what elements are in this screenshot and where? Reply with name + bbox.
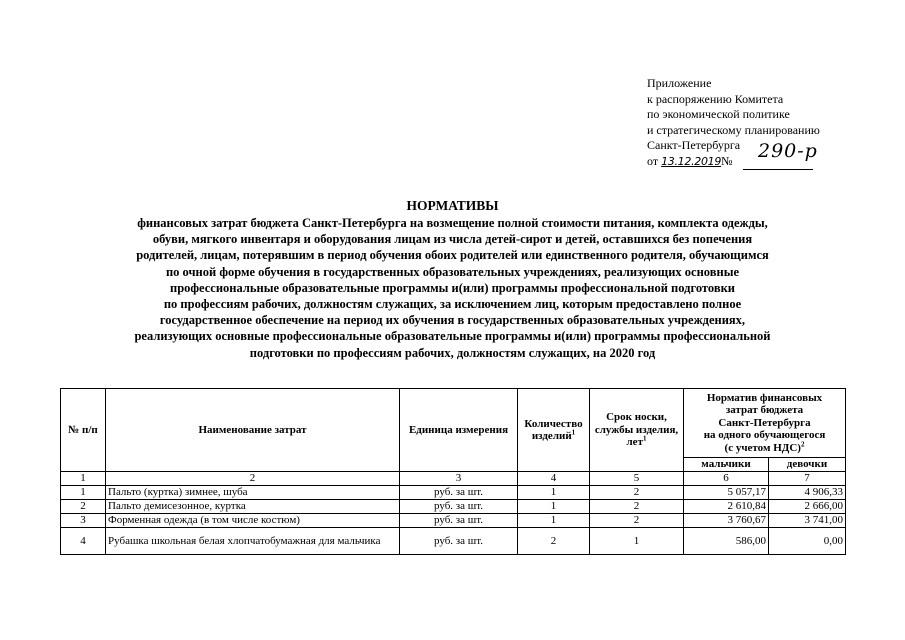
subtitle-line: родителей, лицам, потерявшим в период обучения обоих родителей или единственного родителя, обучающимся [136,248,769,263]
header-unit: Единица измерения [400,389,518,472]
appendix-line: к распоряжению Комитета [647,91,784,106]
subtitle-line: подготовки по профессиям рабочих, должностям служащих, на 2020 год [249,345,656,360]
cell-name: Форменная одежда (в том числе костюм) [106,514,400,528]
cell-qty: 1 [518,514,590,528]
table-row [61,486,846,500]
header-norm-vat: (с учетом НДС) [724,441,801,454]
appendix-line: и стратегическому планированию [647,122,820,137]
number-underline [743,169,813,170]
column-index: 7 [769,472,846,486]
appendix-block [647,76,820,169]
cell-name: Рубашка школьная белая хлопчатобумажная для мальчика [106,528,400,555]
subtitle-line: обуви, мягкого инвентаря и оборудования лицам из числа детей-сирот и детей, оставшихся без попечения [152,232,753,247]
cell-unit: руб. за шт. [400,486,518,500]
column-index: 4 [518,472,590,486]
cell-num: 2 [61,500,106,514]
table-row [61,514,846,528]
header-wear-label: Срок носки, службы изделия, лет [594,411,679,449]
handwritten-number: 290-р [758,139,818,162]
header-norm-line: затрат бюджета [725,404,804,417]
cell-boys: 5 057,17 [684,486,769,500]
cell-unit: руб. за шт. [400,500,518,514]
footnote-mark: 1 [571,428,576,437]
subtitle-line: по профессиям рабочих, должностям служащих, за исключением лиц, которым предоставлено полное [163,297,742,312]
subtitle-line: государственное обеспечение на период их обучения в государственных образовательных учреждениях, [159,313,746,328]
appendix-line: Санкт-Петербурга [647,138,741,152]
cell-girls: 4 906,33 [769,486,846,500]
column-index: 3 [400,472,518,486]
document-subtitle [60,215,845,361]
cell-unit: руб. за шт. [400,514,518,528]
number-prefix: № [721,153,733,168]
cell-wear: 2 [590,500,684,514]
cell-boys: 2 610,84 [684,500,769,514]
subtitle-line: по очной форме обучения в государственных образовательных учреждениях, реализующих основные [165,264,740,279]
header-norm [684,389,846,458]
table-row [61,500,846,514]
cell-name: Пальто (куртка) зимнее, шуба [106,486,400,500]
column-index: 6 [684,472,769,486]
cell-wear: 1 [590,528,684,555]
footnote-mark: 2 [800,440,805,449]
cell-boys: 586,00 [684,528,769,555]
handwritten-date: 13.12.2019 [661,154,722,168]
norms-table [60,388,846,555]
document-title: НОРМАТИВЫ [406,198,499,213]
header-qty [518,389,590,472]
header-num: № п/п [61,389,106,472]
header-name: Наименование затрат [106,389,400,472]
date-prefix: от [647,153,659,168]
header-norm-line: Санкт-Петербурга [718,416,811,429]
cell-num: 1 [61,486,106,500]
subtitle-line: профессиональные образовательные программы и(или) программы профессиональной подготовки [170,280,735,295]
cell-wear: 2 [590,514,684,528]
cell-wear: 2 [590,486,684,500]
header-girls: девочки [769,458,846,472]
cell-qty: 1 [518,500,590,514]
cell-qty: 2 [518,528,590,555]
cell-girls: 0,00 [769,528,846,555]
header-boys: мальчики [684,458,769,472]
header-norm-line [686,442,843,455]
subtitle-line: финансовых затрат бюджета Санкт-Петербурга на возмещение полной стоимости питания, комплекта одежды, [137,216,768,230]
cell-boys: 3 760,67 [684,514,769,528]
appendix-line: Приложение [647,76,712,90]
column-index: 1 [61,472,106,486]
cell-num: 3 [61,514,106,528]
header-norm-line: Норматив финансовых [706,391,823,404]
column-index-row [61,472,846,486]
cell-girls: 3 741,00 [769,514,846,528]
cell-num: 4 [61,528,106,555]
column-index: 2 [106,472,400,486]
table-row [61,528,846,555]
appendix-line: по экономической политике [647,107,790,121]
cell-name: Пальто демисезонное, куртка [106,500,400,514]
header-qty-label: Количество изделий [524,417,583,442]
subtitle-line: реализующих основные профессиональные образовательные программы и(или) программы профессиональной [134,329,771,344]
cell-girls: 2 666,00 [769,500,846,514]
header-norm-line: на одного обучающегося [703,429,826,442]
header-wear [590,389,684,472]
column-index: 5 [590,472,684,486]
footnote-mark: 1 [642,434,647,443]
cell-unit: руб. за шт. [400,528,518,555]
cell-qty: 1 [518,486,590,500]
